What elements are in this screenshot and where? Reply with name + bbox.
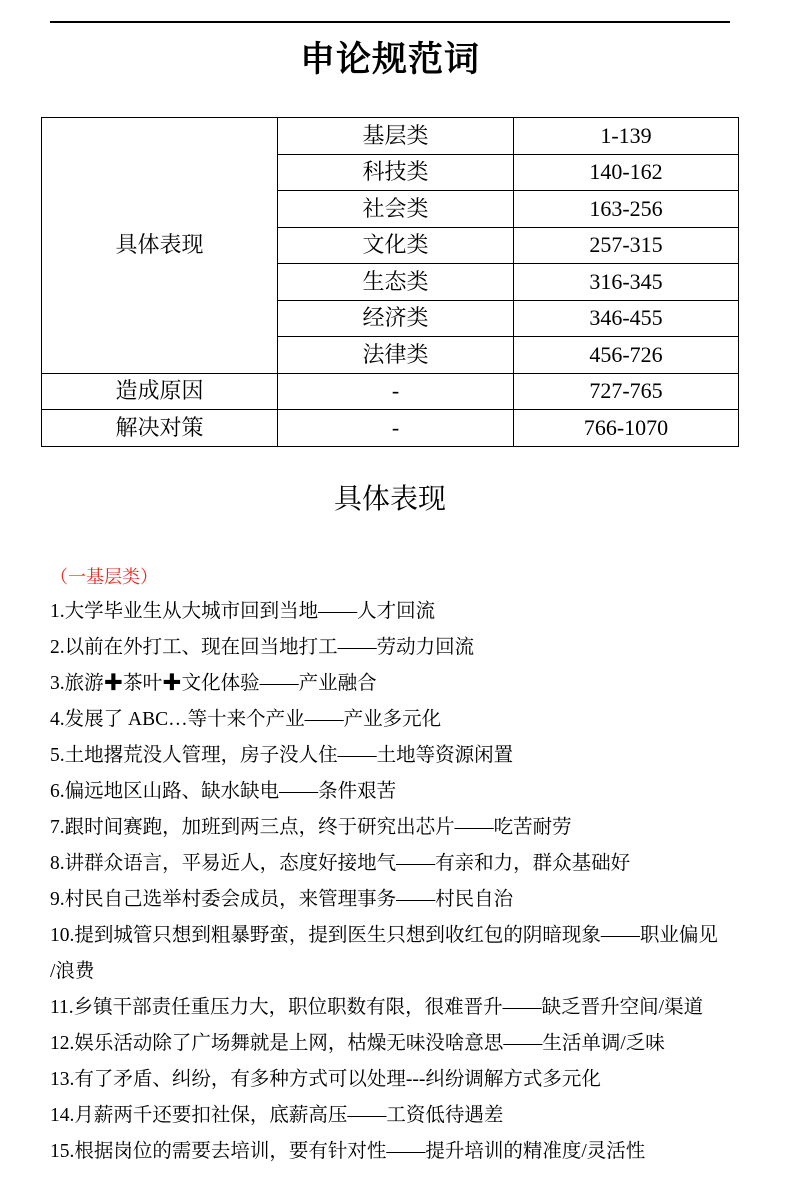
list-item: 15.根据岗位的需要去培训，要有针对性——提升培训的精准度/灵活性: [50, 1141, 646, 1162]
range-cell: 316-345: [514, 264, 739, 301]
list-item: 5.土地撂荒没人管理，房子没人住——土地等资源闲置: [50, 745, 514, 766]
category-cell: 科技类: [278, 154, 514, 191]
group-label-cell: 具体表现: [42, 118, 278, 374]
category-cell: 基层类: [278, 118, 514, 155]
table-row: [42, 410, 739, 447]
category-cell: 经济类: [278, 300, 514, 337]
category-cell: 社会类: [278, 191, 514, 228]
category-cell: 文化类: [278, 227, 514, 264]
table-row: [42, 118, 739, 155]
range-cell: 163-256: [514, 191, 739, 228]
range-cell: 727-765: [514, 373, 739, 410]
category-subheading: （一基层类）: [50, 567, 158, 587]
list-item: 9.村民自己选举村委会成员，来管理事务——村民自治: [50, 889, 514, 910]
term-list: [50, 594, 722, 1170]
list-item: 3.旅游✚茶叶✚文化体验——产业融合: [50, 673, 377, 694]
list-item: 6.偏远地区山路、缺水缺电——条件艰苦: [50, 781, 397, 802]
range-cell: 456-726: [514, 337, 739, 374]
table-row: [42, 373, 739, 410]
top-divider: [50, 21, 730, 23]
range-cell: 1-139: [514, 118, 739, 155]
category-cell: 法律类: [278, 337, 514, 374]
category-cell: -: [278, 410, 514, 447]
row-label-cell: 解决对策: [42, 410, 278, 447]
list-item: 7.跟时间赛跑，加班到两三点，终于研究出芯片——吃苦耐劳: [50, 817, 572, 838]
range-cell: 766-1070: [514, 410, 739, 447]
list-item: 13.有了矛盾、纠纷，有多种方式可以处理---纠纷调解方式多元化: [50, 1069, 601, 1090]
category-cell: -: [278, 373, 514, 410]
list-item: 12.娱乐活动除了广场舞就是上网，枯燥无味没啥意思——生活单调/乏味: [50, 1033, 665, 1054]
page-title: 申论规范词: [299, 40, 480, 79]
row-label-cell: 造成原因: [42, 373, 278, 410]
range-cell: 346-455: [514, 300, 739, 337]
list-item: 11.乡镇干部责任重压力大，职位职数有限，很难晋升——缺乏晋升空间/渠道: [50, 997, 704, 1018]
category-cell: 生态类: [278, 264, 514, 301]
list-item: 1.大学毕业生从大城市回到当地——人才回流: [50, 601, 436, 622]
list-item: 8.讲群众语言，平易近人，态度好接地气——有亲和力，群众基础好: [50, 853, 631, 874]
range-cell: 257-315: [514, 227, 739, 264]
list-item: 14.月薪两千还要扣社保，底薪高压——工资低待遇差: [50, 1105, 504, 1126]
index-table: [41, 117, 739, 447]
list-item: 2.以前在外打工、现在回当地打工——劳动力回流: [50, 637, 475, 658]
list-item: 4.发展了 ABC…等十来个产业——产业多元化: [50, 709, 442, 730]
range-cell: 140-162: [514, 154, 739, 191]
section-heading: 具体表现: [333, 484, 446, 515]
list-item: 10.提到城管只想到粗暴野蛮，提到医生只想到收红包的阴暗现象——职业偏见/浪费: [50, 925, 718, 982]
